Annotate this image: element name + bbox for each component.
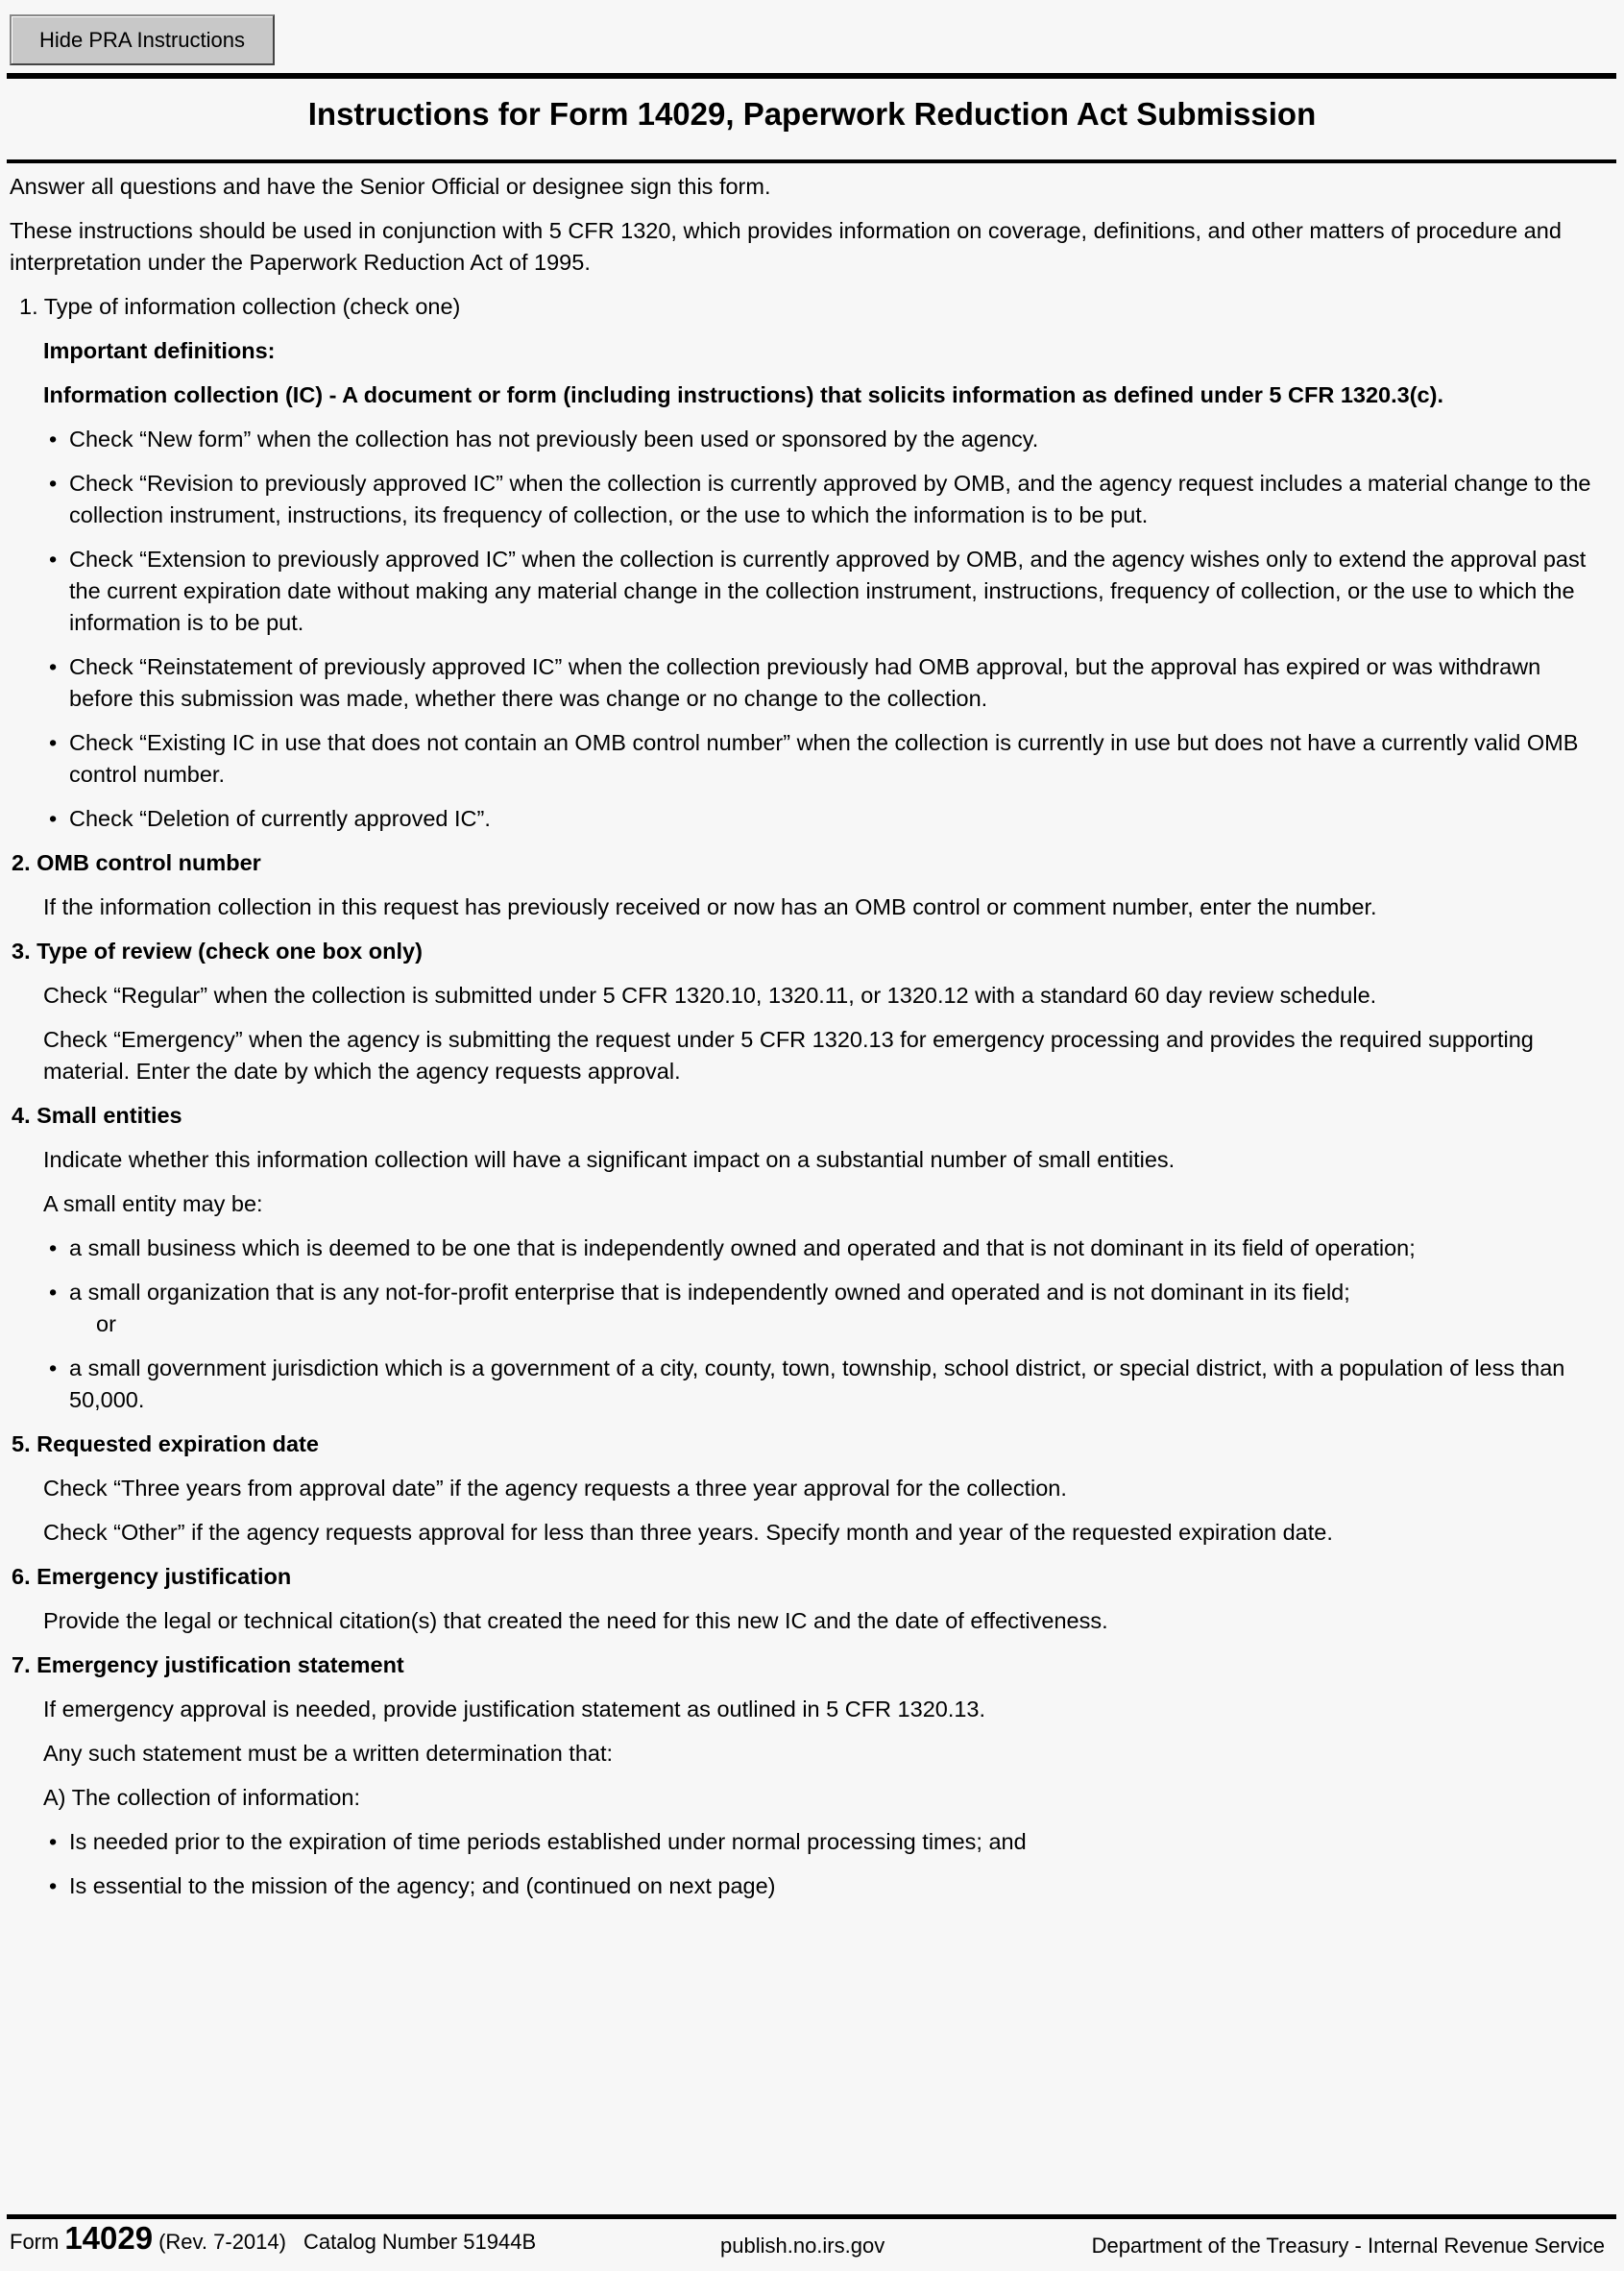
section-7-sub-a: A) The collection of information:	[43, 1785, 361, 1810]
footer-department: Department of the Treasury - Internal Revenue Service	[1091, 2234, 1605, 2258]
footer-rule	[7, 2214, 1616, 2219]
section-3-emergency: Check “Emergency” when the agency is submitting the request under 5 CFR 1320.13 for emergency processing and provides the required supporting material. Enter the date by which the agency requests approval.	[43, 1027, 1534, 1084]
section-7-text-1: If emergency approval is needed, provide justification statement as outlined in 5 CFR 1320.13.	[43, 1697, 986, 1722]
list-item: • Check “Reinstatement of previously approved IC” when the collection previously had OMB approval, but the approval has expired or was withdrawn before this submission was made, whether there was change or no change to the collection.	[10, 651, 1604, 715]
section-4-text: Indicate whether this information collection will have a significant impact on a substantial number of small entities.	[43, 1147, 1176, 1172]
footer	[10, 2220, 1614, 2263]
bullet-icon: •	[49, 806, 58, 831]
bullet-icon: •	[49, 1235, 58, 1260]
bullet-icon: •	[49, 547, 58, 572]
header-top-rule	[7, 73, 1616, 79]
bullet-icon: •	[49, 427, 58, 452]
footer-form-number: 14029	[64, 2220, 154, 2256]
section-2-heading: 2. OMB control number	[12, 850, 261, 875]
footer-catalog-number: Catalog Number 51944B	[303, 2230, 537, 2254]
list-item: • a small business which is deemed to be one that is independently owned and operated and that is not dominant in its field of operation;	[10, 1233, 1604, 1264]
intro-line-1: Answer all questions and have the Senior Official or designee sign this form.	[10, 174, 771, 199]
section-5-heading: 5. Requested expiration date	[12, 1431, 319, 1456]
intro-line-2: These instructions should be used in conjunction with 5 CFR 1320, which provides information on coverage, definitions, and other matters of procedure and interpretation under the Paperwork Reduction Act of 1995.	[10, 218, 1562, 275]
bullet-icon: •	[49, 471, 58, 496]
list-item: • Check “Existing IC in use that does not contain an OMB control number” when the collection is currently in use but does not have a currently valid OMB control number.	[10, 727, 1604, 791]
footer-revision: (Rev. 7-2014)	[158, 2230, 286, 2254]
bullet-icon: •	[49, 1873, 58, 1898]
section-5-three-years: Check “Three years from approval date” if the agency requests a three year approval for the collection.	[43, 1476, 1067, 1501]
page-title: Instructions for Form 14029, Paperwork Reduction Act Submission	[307, 96, 1317, 132]
section-6-text: Provide the legal or technical citation(s) that created the need for this new IC and the date of effectiveness.	[43, 1608, 1108, 1633]
section-1-heading: 1. Type of information collection (check one)	[19, 294, 461, 319]
header-bottom-rule	[7, 159, 1616, 163]
section-3-heading: 3. Type of review (check one box only)	[12, 939, 423, 964]
important-definitions-label: Important definitions:	[43, 338, 276, 363]
ic-definition: Information collection (IC) - A document or form (including instructions) that solicits information as defined under 5 CFR 1320.3(c).	[43, 382, 1443, 407]
list-item: • a small government jurisdiction which is a government of a city, county, town, township, school district, or special district, with a population of less than 50,000.	[10, 1353, 1604, 1416]
section-2-text: If the information collection in this request has previously received or now has an OMB control or comment number, enter the number.	[43, 894, 1377, 919]
list-item: • Check “Deletion of currently approved IC”.	[10, 803, 1604, 835]
hide-pra-instructions-button[interactable]: Hide PRA Instructions	[10, 14, 275, 65]
section-4-or: or	[96, 1311, 116, 1336]
bullet-icon: •	[49, 1355, 58, 1380]
footer-website: publish.no.irs.gov	[720, 2234, 885, 2258]
bullet-icon: •	[49, 1829, 58, 1854]
bullet-icon: •	[49, 654, 58, 679]
section-5-other: Check “Other” if the agency requests approval for less than three years. Specify month and year of the requested expiration date.	[43, 1520, 1333, 1545]
section-7-heading: 7. Emergency justification statement	[12, 1652, 404, 1677]
section-4-may-be: A small entity may be:	[43, 1191, 263, 1216]
bullet-icon: •	[49, 730, 58, 755]
list-item: • a small organization that is any not-for-profit enterprise that is independently owned and operated and is not dominant in its field;	[10, 1277, 1604, 1308]
list-item: • Check “Revision to previously approved IC” when the collection is currently approved by OMB, and the agency request includes a material change to the collection instrument, instructions, its frequency of collection, or the use to which the information is to be put.	[10, 468, 1604, 531]
list-item: • Is needed prior to the expiration of time periods established under normal processing times; and	[10, 1826, 1604, 1858]
section-6-heading: 6. Emergency justification	[12, 1564, 292, 1589]
section-4-heading: 4. Small entities	[12, 1103, 182, 1128]
list-item: • Check “Extension to previously approved IC” when the collection is currently approved by OMB, and the agency wishes only to extend the approval past the current expiration date without making any material change in the collection instrument, instructions, frequency of collection, or the use to which the information is to be put.	[10, 544, 1604, 639]
bullet-icon: •	[49, 1280, 58, 1305]
list-item: • Is essential to the mission of the agency; and (continued on next page)	[10, 1870, 1604, 1902]
section-7-text-2: Any such statement must be a written determination that:	[43, 1741, 614, 1766]
list-item: • Check “New form” when the collection has not previously been used or sponsored by the agency.	[10, 424, 1604, 455]
footer-form-label: Form	[10, 2230, 60, 2254]
instructions-content	[10, 169, 1604, 1902]
section-3-regular: Check “Regular” when the collection is submitted under 5 CFR 1320.10, 1320.11, or 1320.12 with a standard 60 day review schedule.	[43, 983, 1377, 1008]
